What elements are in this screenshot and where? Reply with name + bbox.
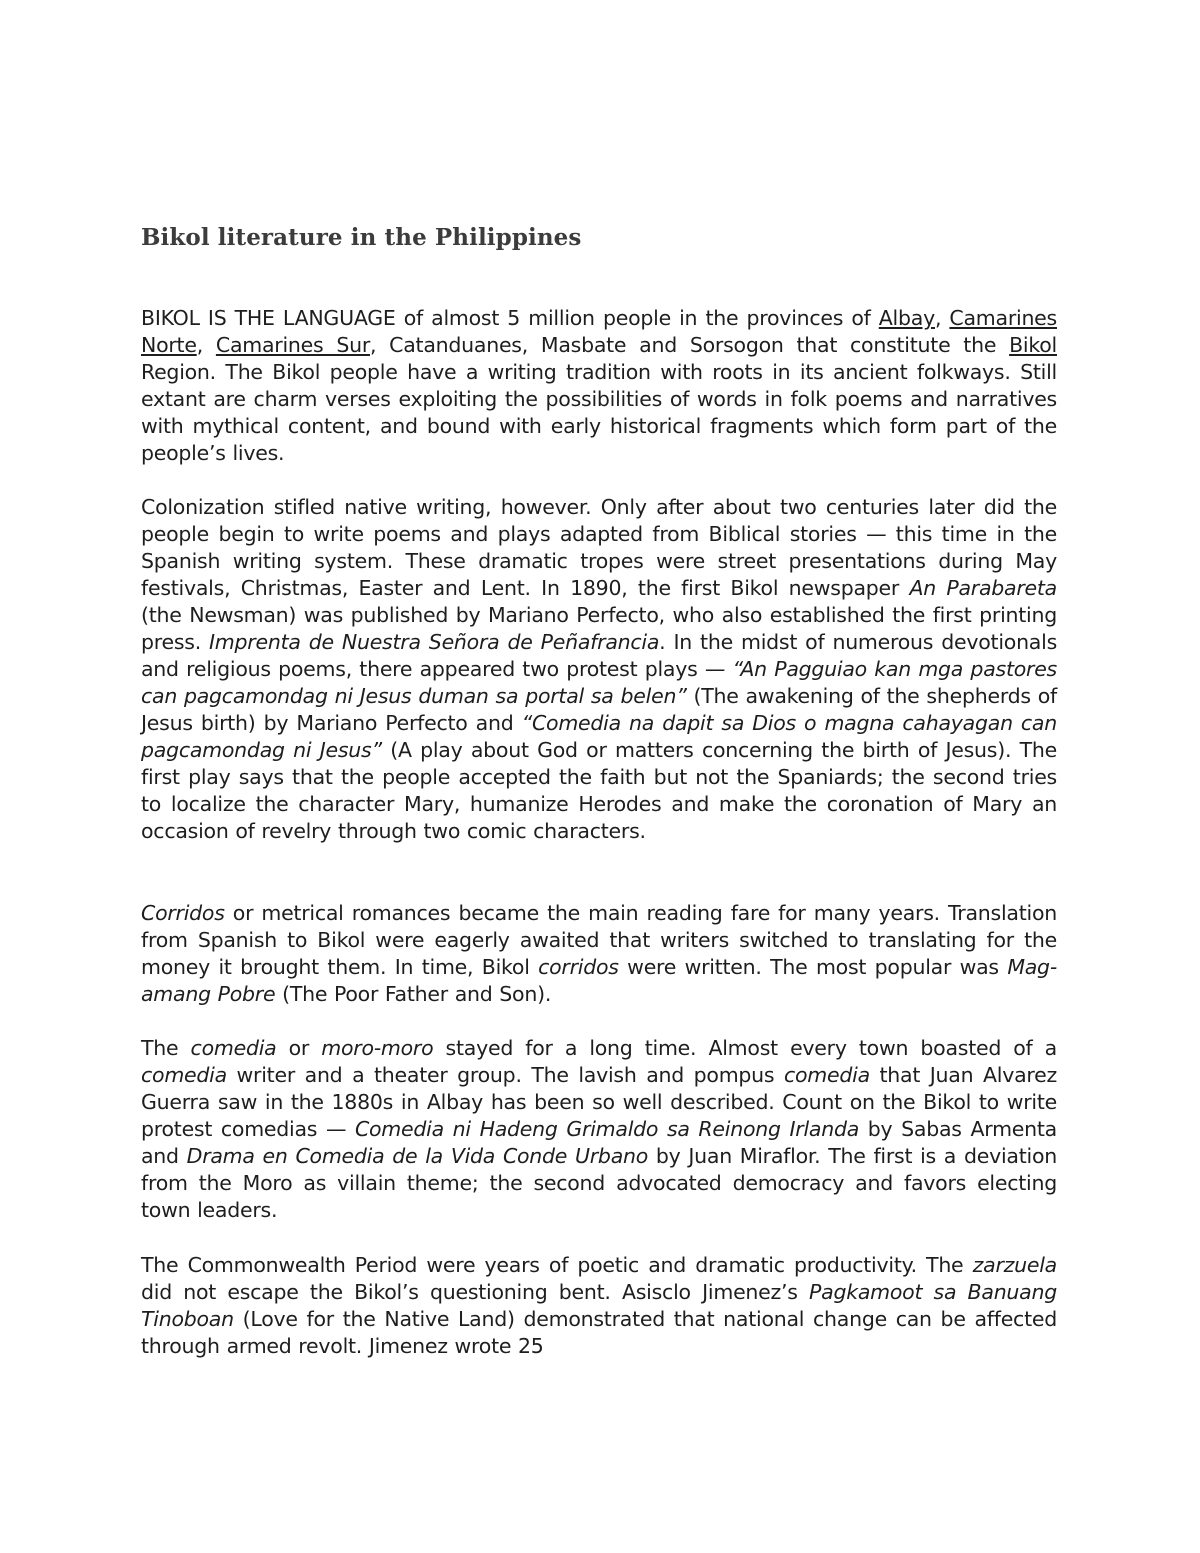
- text-run: that Juan Alvarez Guerra saw in the 1880s in Albay has been so well described. Count on the Bikol to write protest comedias —: [141, 1063, 1057, 1141]
- text-run: , Catanduanes, Masbate and Sorsogon that constitute the: [370, 333, 1010, 357]
- italic-term: corridos: [538, 955, 619, 979]
- text-run: (A play about God or matters concerning the birth of Jesus). The first play says that the people accepted the faith but not the Spaniards; the second tries to localize the character Mary, humanize Herodes and make the coronation of Mary an occasion of revelry through two comic characters.: [141, 738, 1057, 843]
- italic-title: Drama en Comedia de la Vida Conde Urbano: [186, 1144, 649, 1168]
- text-run: were written. The most popular was: [618, 955, 1008, 979]
- paragraph-corridos: [141, 900, 1057, 1008]
- text-run: (the Newsman) was published by Mariano Perfecto, who also established the first printing press.: [141, 603, 1057, 654]
- text-run: stayed for a long time. Almost every town boasted of a: [433, 1036, 1057, 1060]
- italic-term: comedia: [190, 1036, 277, 1060]
- text-run: or: [276, 1036, 322, 1060]
- italic-term: comedia: [141, 1063, 227, 1087]
- paragraph-commonwealth: [141, 1252, 1057, 1360]
- text-run: writer and a theater group. The lavish and pompus: [226, 1063, 784, 1087]
- text-run: (Love for the Native Land) demonstrated that national change can be affected through armed revolt. Jimenez wrote 25: [141, 1307, 1057, 1358]
- italic-term: zarzuela: [972, 1253, 1057, 1277]
- text-run: Colonization stifled native writing, however. Only after about two centuries later did the people begin to write poems and plays adapted from Biblical stories — this time in the Spanish writing system. These dramatic tropes were street presentations during May festivals, Christmas, Easter and Lent. In 1890, the first Bikol newspaper: [141, 495, 1057, 600]
- text-run: The Commonwealth Period were years of poetic and dramatic productivity. The: [141, 1253, 973, 1277]
- text-run: did not escape the Bikol’s questioning bent. Asisclo Jimenez’s: [141, 1280, 810, 1304]
- italic-title: “Comedia na dapit sa Dios o magna cahayagan can pagcamondag ni Jesus”: [141, 711, 1057, 762]
- link-albay[interactable]: Albay: [878, 306, 935, 330]
- italic-title: An Parabareta: [909, 576, 1057, 600]
- italic-title: Comedia ni Hadeng Grimaldo sa Reinong Irlanda: [354, 1117, 860, 1141]
- italic-title: Pagkamoot sa Banuang Tinoboan: [141, 1280, 1057, 1331]
- italic-title: Imprenta de Nuestra Señora de Peñafrancia: [209, 630, 660, 654]
- text-run: Region. The Bikol people have a writing tradition with roots in its ancient folkways. Still extant are charm verses exploiting the possibilities of words in folk poems and narratives with mythical content, and bound with early historical fragments which form part of the people’s lives.: [141, 360, 1057, 465]
- link-bikol[interactable]: Bikol: [1009, 333, 1057, 357]
- italic-term: moro-moro: [321, 1036, 434, 1060]
- text-run: The: [141, 1036, 191, 1060]
- italic-term: comedia: [783, 1063, 870, 1087]
- link-camarines-norte[interactable]: Camarines Norte: [141, 306, 1057, 357]
- link-camarines-sur[interactable]: Camarines Sur: [215, 333, 371, 357]
- text-run: by Sabas Armenta and: [141, 1117, 1057, 1168]
- paragraph-bikol-language: [141, 305, 1057, 467]
- text-run: BIKOL IS THE LANGUAGE of almost 5 million people in the provinces of: [141, 306, 879, 330]
- text-run: ,: [196, 333, 216, 357]
- page-title: Bikol literature in the Philippines: [141, 224, 582, 251]
- text-run: (The Poor Father and Son).: [275, 982, 552, 1006]
- italic-term: Corridos: [141, 901, 225, 925]
- text-run: . In the midst of numerous devotionals and religious poems, there appeared two protest plays —: [141, 630, 1057, 681]
- text-run: ,: [934, 306, 950, 330]
- paragraph-colonization: [141, 494, 1057, 845]
- text-run: (The awakening of the shepherds of Jesus birth) by Mariano Perfecto and: [141, 684, 1058, 735]
- italic-title: Mag-amang Pobre: [141, 955, 1057, 1006]
- text-run: or metrical romances became the main reading fare for many years. Translation from Spanish to Bikol were eagerly awaited that writers switched to translating for the money it brought them. In time, Bikol: [141, 901, 1057, 979]
- text-run: by Juan Miraflor. The first is a deviation from the Moro as villain theme; the second advocated democracy and favors electing town leaders.: [141, 1144, 1057, 1222]
- paragraph-comedia: [141, 1035, 1057, 1224]
- italic-title: “An Pagguiao kan mga pastores can pagcamondag ni Jesus duman sa portal sa belen”: [141, 657, 1057, 708]
